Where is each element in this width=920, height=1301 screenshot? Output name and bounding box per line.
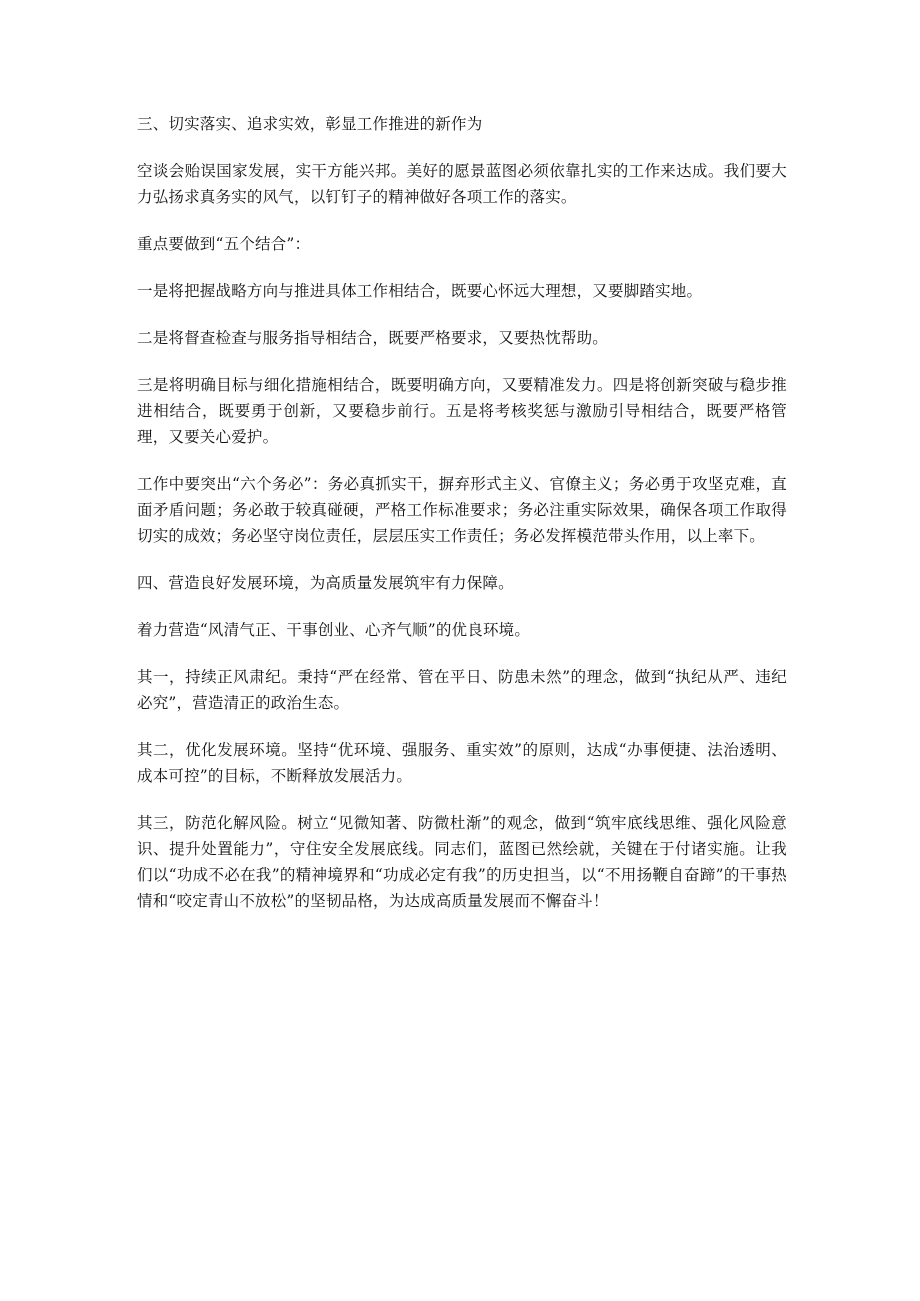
paragraph-first: 其一，持续正风肃纪。秉持“严在经常、管在平日、防患未然”的理念，做到“执纪从严、违纪必究”，营造清正的政治生态。 [137,668,787,712]
paragraph-combination-2: 二是将督查检查与服务指导相结合，既要严格要求，又要热忱帮助。 [137,329,609,347]
paragraph-empty-talk: 空谈会贻误国家发展，实干方能兴邦。美好的愿景蓝图必须依靠扎实的工作来达成。我们要大力弘扬求真务实的风气，以钉钉子的精神做好各项工作的落实。 [137,162,787,206]
paragraph-six-musts: 工作中要突出“六个务必”：务必真抓实干，摒弃形式主义、官僚主义；务必勇于攻坚克难，直面矛盾问题；务必敢于较真碰硬，严格工作标准要求；务必注重实际效果，确保各项工作取得切实的成效；务必坚守岗位责任，层层压实工作责任；务必发挥模范带头作用，以上率下。 [137,475,787,545]
paragraph-second: 其二，优化发展环境。坚持“优环境、强服务、重实效”的原则，达成“办事便捷、法治透明、成本可控”的目标，不断释放发展活力。 [137,741,787,785]
paragraph-combination-1: 一是将把握战略方向与推进具体工作相结合，既要心怀远大理想，又要脚踏实地。 [137,282,703,300]
paragraph-five-combinations-intro: 重点要做到“五个结合”： [137,235,311,253]
paragraph-environment: 着力营造“风清气正、干事创业、心齐气顺”的优良环境。 [137,621,531,639]
paragraph-combination-3-5: 三是将明确目标与细化措施相结合，既要明确方向，又要精准发力。四是将创新突破与稳步推进相结合，既要勇于创新，又要稳步前行。五是将考核奖惩与激励引导相结合，既要严格管理，又要关心爱护。 [137,376,787,446]
section-heading-3: 三、切实落实、追求实效，彰显工作推进的新作为 [137,115,483,133]
document-body [137,111,787,935]
paragraph-third: 其三，防范化解风险。树立“见微知著、防微杜渐”的观念，做到“筑牢底线思维、强化风险意识、提升处置能力”，守住安全发展底线。同志们，蓝图已然绘就，关键在于付诸实施。让我们以“功成不必在我”的精神境界和“功成必定有我”的历史担当，以“不用扬鞭自奋蹄”的干事热情和“咬定青山不放松”的坚韧品格，为达成高质量发展而不懈奋斗！ [137,814,787,910]
section-heading-4: 四、营造良好发展环境，为高质量发展筑牢有力保障。 [137,574,514,592]
